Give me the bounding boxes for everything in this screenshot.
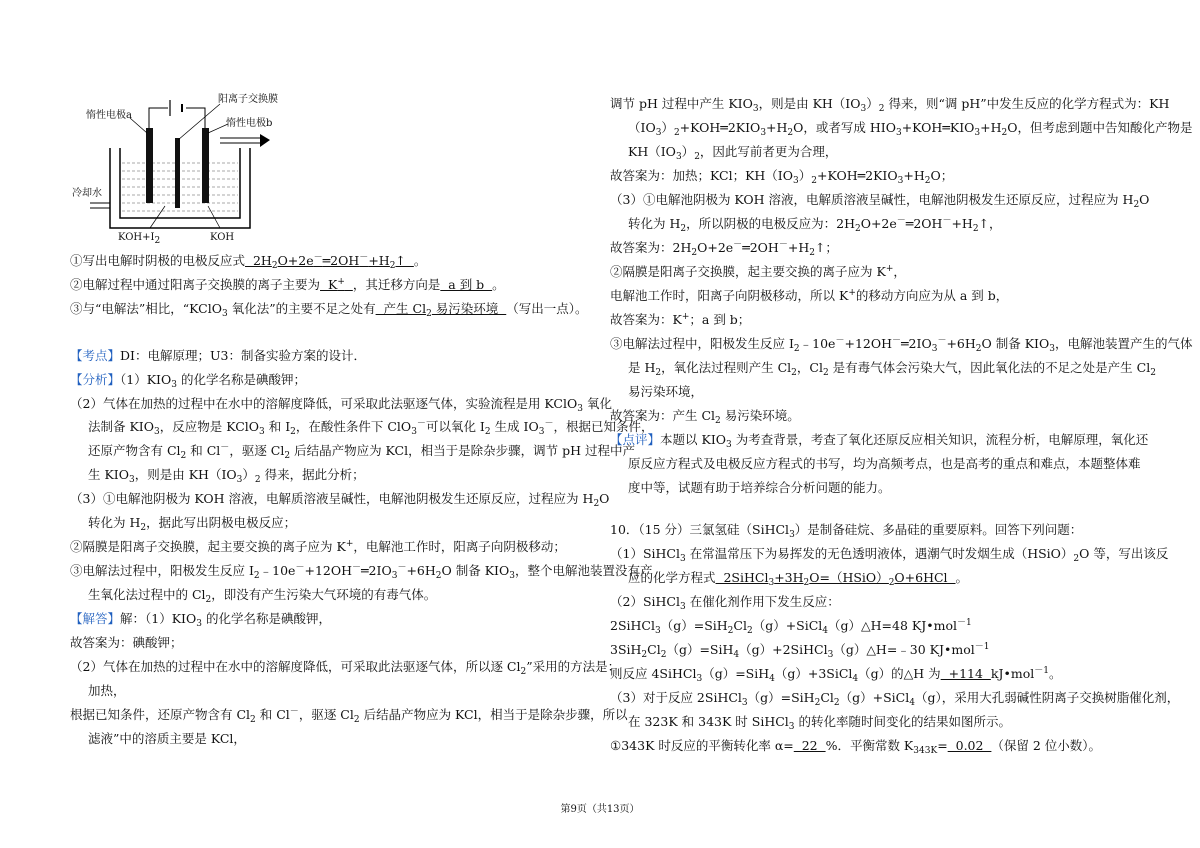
q10-3b: 在 323K 和 343K 时 SiHCl$_3$ 的转化率随时间变化的结果如图所示。 — [628, 714, 1012, 732]
electrode-a-label: 惰性电极a — [86, 110, 132, 121]
jieda-2a: （2）气体在加热的过程中在水中的溶解度降低，可采取此法驱逐气体，所以逐 $Cl_2$”采用的方法是： — [70, 659, 621, 677]
r-11: ③电解法过程中，阳极发生反应 $I_2﹣10e^-+12OH^-═2IO_3^-+6H_2O$ 制备 $KIO_3$，电解池装置产生的气体 — [610, 336, 1193, 354]
r-13: 易污染环境， — [628, 384, 704, 399]
dianping-1: 【点评】本题以 $KIO_3$ 为考查背景，考查了氧化还原反应相关知识，流程分析，电解原理，氧化还 — [610, 432, 1149, 450]
fenxi-3d: ③电解法过程中，阳极发生反应 $I_2﹣10e^-+12OH^-═2IO_3^-+6H_2O$ 制备 $KIO_3$，整个电解池装置没有产 — [70, 563, 653, 581]
fenxi-3c: ②隔膜是阳离子交换膜，起主要交换的离子应为 K+，电解池工作时，阳离子向阴极移动； — [70, 539, 566, 554]
fenxi-3a: （3）①电解池阴极为 KOH 溶液，电解质溶液呈碱性，电解池阴极发生还原反应，过程应为 $H_2O$ — [70, 491, 610, 509]
jieda-2d: 滤液”中的溶质主要是 KCl， — [88, 731, 246, 746]
left-solution-label: $KOH+I_2$ — [118, 232, 161, 246]
electrolysis-cell-diagram — [70, 88, 350, 248]
r-8: ②隔膜是阳离子交换膜，起主要交换的离子应为 K+， — [610, 264, 906, 279]
r-10: 故答案为：K+；a 到 b； — [610, 312, 751, 327]
jieda-1: 【解答】解：$(1)KIO_3$ 的化学名称是碘酸钾， — [70, 611, 331, 629]
q10-2a: （2）SiHCl$_3$ 在催化剂作用下发生反应： — [610, 594, 840, 612]
electrode-b-label: 惰性电极b — [226, 118, 273, 129]
r-5: （3）①电解池阴极为 KOH 溶液，电解质溶液呈碱性，电解池阴极发生还原反应，过程应为 $H_2O$ — [610, 192, 1150, 210]
r-6: 转化为 $H_2$，所以阴极的电极反应为：$2H_2O+2e^-═2OH^-+H_2↑$， — [628, 216, 1002, 234]
q3-part3: ③与“电解法”相比，“KClO$_3$ 氧化法”的主要不足之处有 产生 $Cl_2$ 易污染环境 （写出一点）。 — [70, 301, 588, 319]
page-footer: 第9页（共13页） — [560, 804, 640, 815]
r-4: 故答案为：加热；KCl；$KH(IO_3)_2+KOH═2KIO_3+H_2O$； — [610, 168, 954, 186]
dianping-3: 度中等，试题有助于培养综合分析问题的能力。 — [628, 480, 891, 495]
kaodian: 【考点】DI：电解原理；U3：制备实验方案的设计． — [70, 348, 366, 363]
fenxi-2b: 法制备 $KIO_3$，反应物是 KClO$_3$ 和 $I_2$，在酸性条件下 ClO$_3$－可以氧化 $I_2$ 生成 $IO_3^-$，根据已知条件， — [88, 419, 654, 437]
fenxi-2c: 还原产物含有 $Cl_2$ 和 Cl－，驱逐 $Cl_2$ 后结晶产物应为 KCl，相当于是除杂步骤，调节 pH 过程中产 — [88, 443, 635, 461]
q10-3c: ①343K 时反应的平衡转化率 α= 22 %．平衡常数 $K_{343K}= 0.02$ （保留 2 位小数）。 — [610, 738, 1102, 756]
fenxi-1: 【分析】$(1)KIO_3$ 的化学名称是碘酸钾； — [70, 372, 306, 390]
fenxi-3e: 生氧化法过程中的 $Cl_2$，即没有产生污染大气环境的有毒气体。 — [88, 587, 437, 605]
r-7: 故答案为：$2H_2O+2e^-═2OH^-+H_2↑$； — [610, 240, 838, 258]
q10-1b: 应的化学方程式 $2SiHCl_3+3H_2O=(HSiO)_2O+6HCl$ 。 — [628, 570, 969, 588]
right-solution-label: KOH — [210, 232, 235, 243]
q10-stem: 10．（15 分）三氯氢硅（SiHCl$_3$）是制备硅烷、多晶硅的重要原料。回答下列问题： — [610, 522, 1083, 540]
r-1: 调节 pH 过程中产生 $KIO_3$，则是由 $KH(IO_3)_2$ 得来，则“调 pH”中发生反应的化学方程式为：KH — [610, 96, 1170, 114]
q3-part1: ①写出电解时阴极的电极反应式 $2H_2O+2e^-═2OH^-+H_2↑$ 。 — [70, 253, 427, 271]
q10-2d: 则反应 4SiHCl$_3$（g）=SiH$_4$（g）+3SiCl$_4$（g）的△H 为 +114 kJ•mol$^{-1}$。 — [610, 666, 1062, 684]
q10-2b: $2SiHCl_3(g)=SiH_2Cl_2(g)+SiCl_4(g)\triangle H=48$ KJ•mol$^{-1}$ — [610, 618, 972, 636]
r-9: 电解池工作时，阳离子向阴极移动，所以 K+的移动方向应为从 a 到 b， — [610, 288, 1009, 303]
fenxi-2d: 生 $KIO_3$，则是由 $KH(IO_3)_2$ 得来，据此分析； — [88, 467, 365, 485]
r-12: 是 $H_2$，氧化法过程则产生 $Cl_2$，$Cl_2$ 是有毒气体会污染大气，因此氧化法的不足之处是产生 $Cl_2$ — [628, 360, 1156, 378]
q10-2c: $3SiH_2Cl_2(g)=SiH_4(g)+2SiHCl_3(g)\triangle H=﹣30$ KJ•mol$^{-1}$ — [610, 642, 990, 660]
jieda-1-ans: 故答案为：碘酸钾； — [70, 635, 183, 650]
fenxi-2a: （2）气体在加热的过程中在水中的溶解度降低，可采取此法驱逐气体，实验流程是用 KClO$_3$ 氧化 — [70, 396, 612, 414]
fenxi-3b: 转化为 $H_2$，据此写出阴极电极反应； — [88, 515, 297, 533]
q10-1a: （1）SiHCl$_3$ 在常温常压下为易挥发的无色透明液体，遇潮气时发烟生成$(HSiO)_2O$ 等，写出该反 — [610, 546, 1169, 564]
jieda-2c: 根据已知条件，还原产物含有 $Cl_2$ 和 Cl－，驱逐 $Cl_2$ 后结晶产物应为 KCl，相当于是除杂步骤，所以 — [70, 707, 628, 725]
r-2: $(IO_3)_2+KOH═2KIO_3+H_2O$，或者写成 $HIO_3+KOH═KIO_3+H_2O$，但考虑到题中告知酸化产物是 — [628, 120, 1193, 138]
dianping-2: 原反应方程式及电极反应方程式的书写，均为高频考点，也是高考的重点和难点，本题整体难 — [628, 456, 1141, 471]
cooling-water-label: 冷却水 — [72, 188, 102, 199]
q10-3a: （3）对于反应 $2SiHCl_3(g)=SiH_2Cl_2(g)+SiCl_4(g)$，采用大孔弱碱性阴离子交换树脂催化剂， — [610, 690, 1180, 708]
jieda-2b: 加热， — [88, 683, 126, 698]
r-3: $KH(IO_3)_2$，因此写前者更为合理， — [628, 144, 838, 162]
r-14: 故答案为：产生 $Cl_2$ 易污染环境。 — [610, 408, 800, 426]
membrane-label: 阳离子交换膜 — [218, 94, 278, 105]
q3-part2: ②电解过程中通过阳离子交换膜的离子主要为 K+ ，其迁移方向是 a 到 b 。 — [70, 277, 505, 292]
